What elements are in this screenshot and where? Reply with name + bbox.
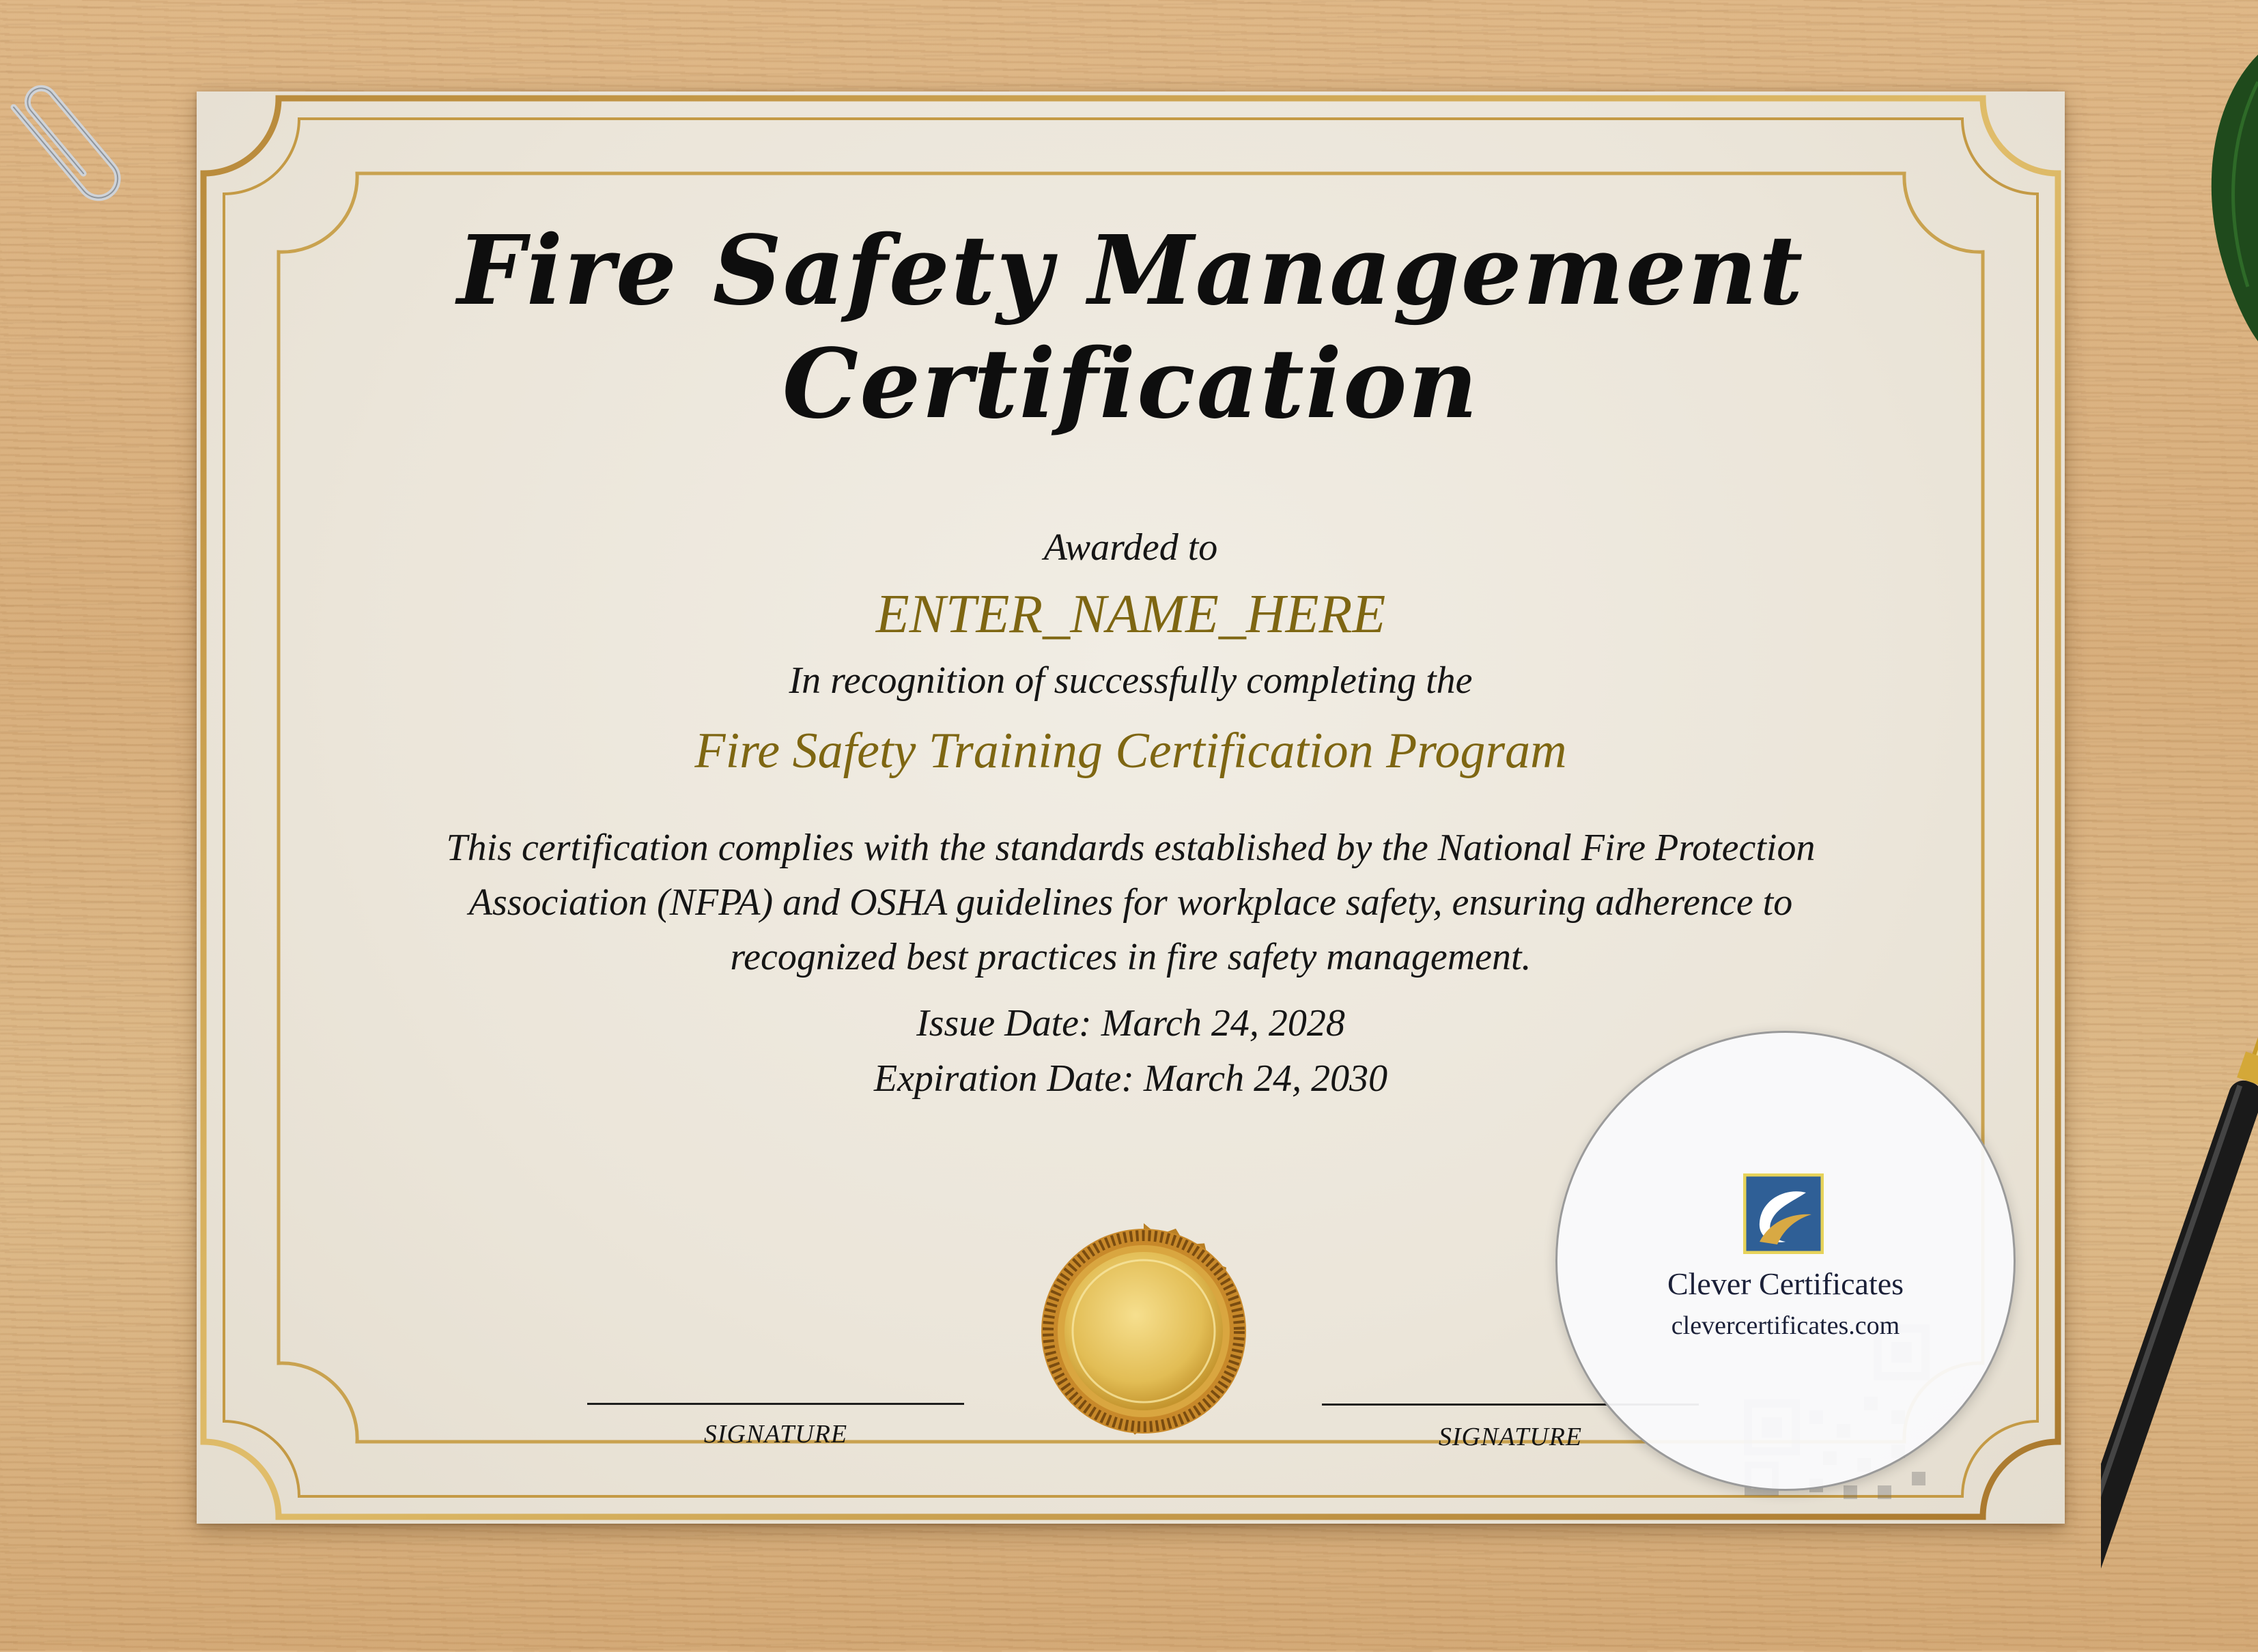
signature-line-left (587, 1403, 964, 1405)
expiration-date: Expiration Date: March 24, 2030 (873, 1057, 1388, 1100)
issue-date: Issue Date: March 24, 2028 (916, 1002, 1345, 1044)
pen-icon (2101, 983, 2258, 1652)
clever-certificates-logo-icon (1743, 1173, 1824, 1254)
brand-name: Clever Certificates (1667, 1266, 1904, 1301)
program-name: Fire Safety Training Certification Program (694, 723, 1567, 779)
signature-label-right: SIGNATURE (1438, 1423, 1583, 1451)
brand-badge (1555, 1031, 2016, 1491)
compliance-text: This certification complies with the standards established by the National Fire Protection Association (NFPA) and OSHA guidelines for workplace safety, ensuring adherence to recognized best practices in fire safety management. (446, 827, 1816, 978)
plant-leaf-icon (2183, 41, 2258, 341)
paperclip-icon (1, 61, 131, 225)
awarded-to-label: Awarded to (1043, 526, 1218, 569)
gold-seal-icon (1012, 1195, 1275, 1468)
signature-label-left: SIGNATURE (703, 1420, 848, 1449)
certificate-title: Fire Safety Management Certification (457, 215, 1805, 440)
recipient-name: ENTER_NAME_HERE (875, 584, 1386, 644)
recognition-text: In recognition of successfully completing the (789, 659, 1473, 702)
brand-website: clevercertificates.com (1671, 1311, 1900, 1340)
